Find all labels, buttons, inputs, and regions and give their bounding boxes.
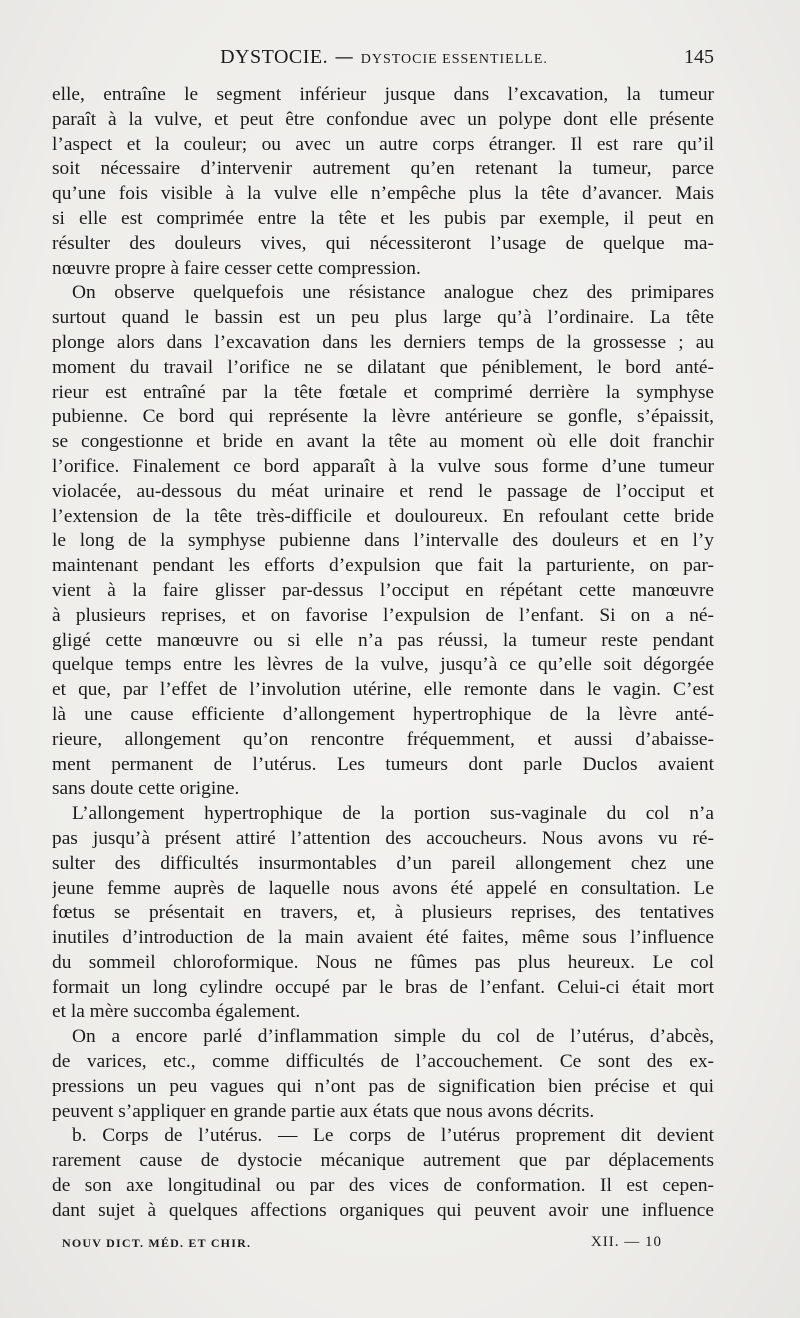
text-line: pas jusqu’à présent attiré l’attention des accoucheurs. Nous avons vu ré- bbox=[52, 827, 714, 849]
text-line: de varices, etc., comme difficultés de l’accouchement. Ce sont des ex- bbox=[52, 1051, 714, 1073]
body-text bbox=[52, 83, 714, 1224]
text-line: rieur est entraîné par la tête fœtale et comprimé derrière la symphyse bbox=[52, 381, 714, 403]
text-line: pressions un peu vagues qui n’ont pas de signification bien précise et qui bbox=[52, 1075, 714, 1097]
header-title bbox=[52, 46, 716, 69]
text-line: violacée, au-dessous du méat urinaire et rend le passage de l’occiput et bbox=[52, 480, 714, 502]
paragraph-first-line: On a encore parlé d’inflammation simple du col de l’utérus, d’abcès, bbox=[72, 1026, 714, 1048]
text-line: quelque temps entre les lèvres de la vulve, jusqu’à ce qu’elle soit dégorgée bbox=[52, 654, 714, 676]
text-line: moment du travail l’orifice ne se dilatant que péniblement, le bord anté- bbox=[52, 356, 714, 378]
text-line: fœtus se présentait en travers, et, à plusieurs reprises, des tentatives bbox=[52, 902, 714, 924]
text-line: maintenant pendant les efforts d’expulsion que fait la parturiente, on par- bbox=[52, 555, 714, 577]
text-line: là une cause efficiente d’allongement hypertrophique de la lèvre anté- bbox=[52, 703, 714, 725]
text-line: de son axe longitudinal ou par des vices de conformation. Il est cepen- bbox=[52, 1175, 714, 1197]
text-line: se congestionne et bride en avant la tête au moment où elle doit franchir bbox=[52, 431, 714, 453]
text-line: pubienne. Ce bord qui représente la lèvre antérieure se gonfle, s’épaissit, bbox=[52, 406, 714, 428]
text-line: résulter des douleurs vives, qui nécessiteront l’usage de quelque ma- bbox=[52, 232, 714, 254]
text-line: peuvent s’appliquer en grande partie aux états que nous avons décrits. bbox=[52, 1100, 595, 1122]
header-title-sub: DYSTOCIE ESSENTIELLE. bbox=[360, 52, 548, 67]
footer-volume: XII. — 10 bbox=[590, 1234, 662, 1250]
footer-signature: NOUV DICT. MÉD. ET CHIR. bbox=[62, 1236, 252, 1250]
text-line: l’extension de la tête très-difficile et douloureux. En refoulant cette bride bbox=[52, 505, 714, 527]
text-line: rieure, allongement qu’on rencontre fréquemment, et aussi d’abaisse- bbox=[52, 728, 714, 750]
text-line: rarement cause de dystocie mécanique autrement que par déplacements bbox=[52, 1150, 714, 1172]
text-line: l’orifice. Finalement ce bord apparaît à la vulve sous forme d’une tumeur bbox=[52, 455, 714, 477]
text-line: nœuvre propre à faire cesser cette compression. bbox=[52, 257, 421, 279]
text-line: ment permanent de l’utérus. Les tumeurs dont parle Duclos avaient bbox=[52, 753, 714, 775]
text-line: formait un long cylindre occupé par le bras de l’enfant. Celui-ci était mort bbox=[52, 976, 714, 998]
text-line: le long de la symphyse pubienne dans l’intervalle des douleurs et en l’y bbox=[52, 530, 714, 552]
paragraph-first-line: L’allongement hypertrophique de la portion sus-vaginale du col n’a bbox=[72, 803, 714, 825]
paragraph-first-line: On observe quelquefois une résistance analogue chez des primipares bbox=[72, 282, 714, 304]
text-line: plonge alors dans l’excavation dans les derniers temps de la grossesse ; au bbox=[52, 331, 714, 353]
text-line: vient à la faire glisser par-dessus l’occiput en répétant cette manœuvre bbox=[52, 579, 714, 601]
text-line: et la mère succomba également. bbox=[52, 1001, 301, 1023]
text-line: sans doute cette origine. bbox=[52, 778, 240, 800]
text-line: inutiles d’introduction de la main avaient été faites, même sous l’influence bbox=[52, 927, 714, 949]
text-line: qu’une fois visible à la vulve elle n’empêche plus la tête d’avancer. Mais bbox=[52, 183, 714, 205]
page-footer bbox=[62, 1234, 682, 1256]
text-line: soit nécessaire d’intervenir autrement qu’en retenant la tumeur, parce bbox=[52, 158, 714, 180]
text-line: surtout quand le bassin est un peu plus large qu’à l’ordinaire. La tête bbox=[52, 307, 714, 329]
text-line: paraît à la vulve, et peut être confondue avec un polype dont elle présente bbox=[52, 108, 714, 130]
header-title-separator: — bbox=[334, 46, 355, 68]
text-line: si elle est comprimée entre la tête et les pubis par exemple, il peut en bbox=[52, 207, 714, 229]
text-line: sulter des difficultés insurmontables d’un pareil allongement chez une bbox=[52, 852, 714, 874]
text-line: et que, par l’effet de l’involution utérine, elle remonte dans le vagin. C’est bbox=[52, 679, 714, 701]
page-number: 145 bbox=[684, 46, 714, 68]
text-line: du sommeil chloroformique. Nous ne fûmes pas plus heureux. Le col bbox=[52, 951, 714, 973]
text-line: dant sujet à quelques affections organiques qui peuvent avoir une influence bbox=[52, 1199, 714, 1221]
header-title-main: DYSTOCIE. bbox=[220, 46, 329, 68]
paragraph-first-line: b. Corps de l’utérus. — Le corps de l’utérus proprement dit devient bbox=[72, 1125, 714, 1147]
text-line: elle, entraîne le segment inférieur jusque dans l’excavation, la tumeur bbox=[52, 84, 714, 105]
text-line: gligé cette manœuvre ou si elle n’a pas réussi, la tumeur reste pendant bbox=[52, 629, 714, 651]
text-line: jeune femme auprès de laquelle nous avons été appelé en consultation. Le bbox=[52, 877, 714, 899]
running-header bbox=[52, 46, 716, 74]
text-line: l’aspect et la couleur; ou avec un autre corps étranger. Il est rare qu’il bbox=[52, 133, 714, 155]
text-line: à plusieurs reprises, et on favorise l’expulsion de l’enfant. Si on a né- bbox=[52, 604, 714, 626]
